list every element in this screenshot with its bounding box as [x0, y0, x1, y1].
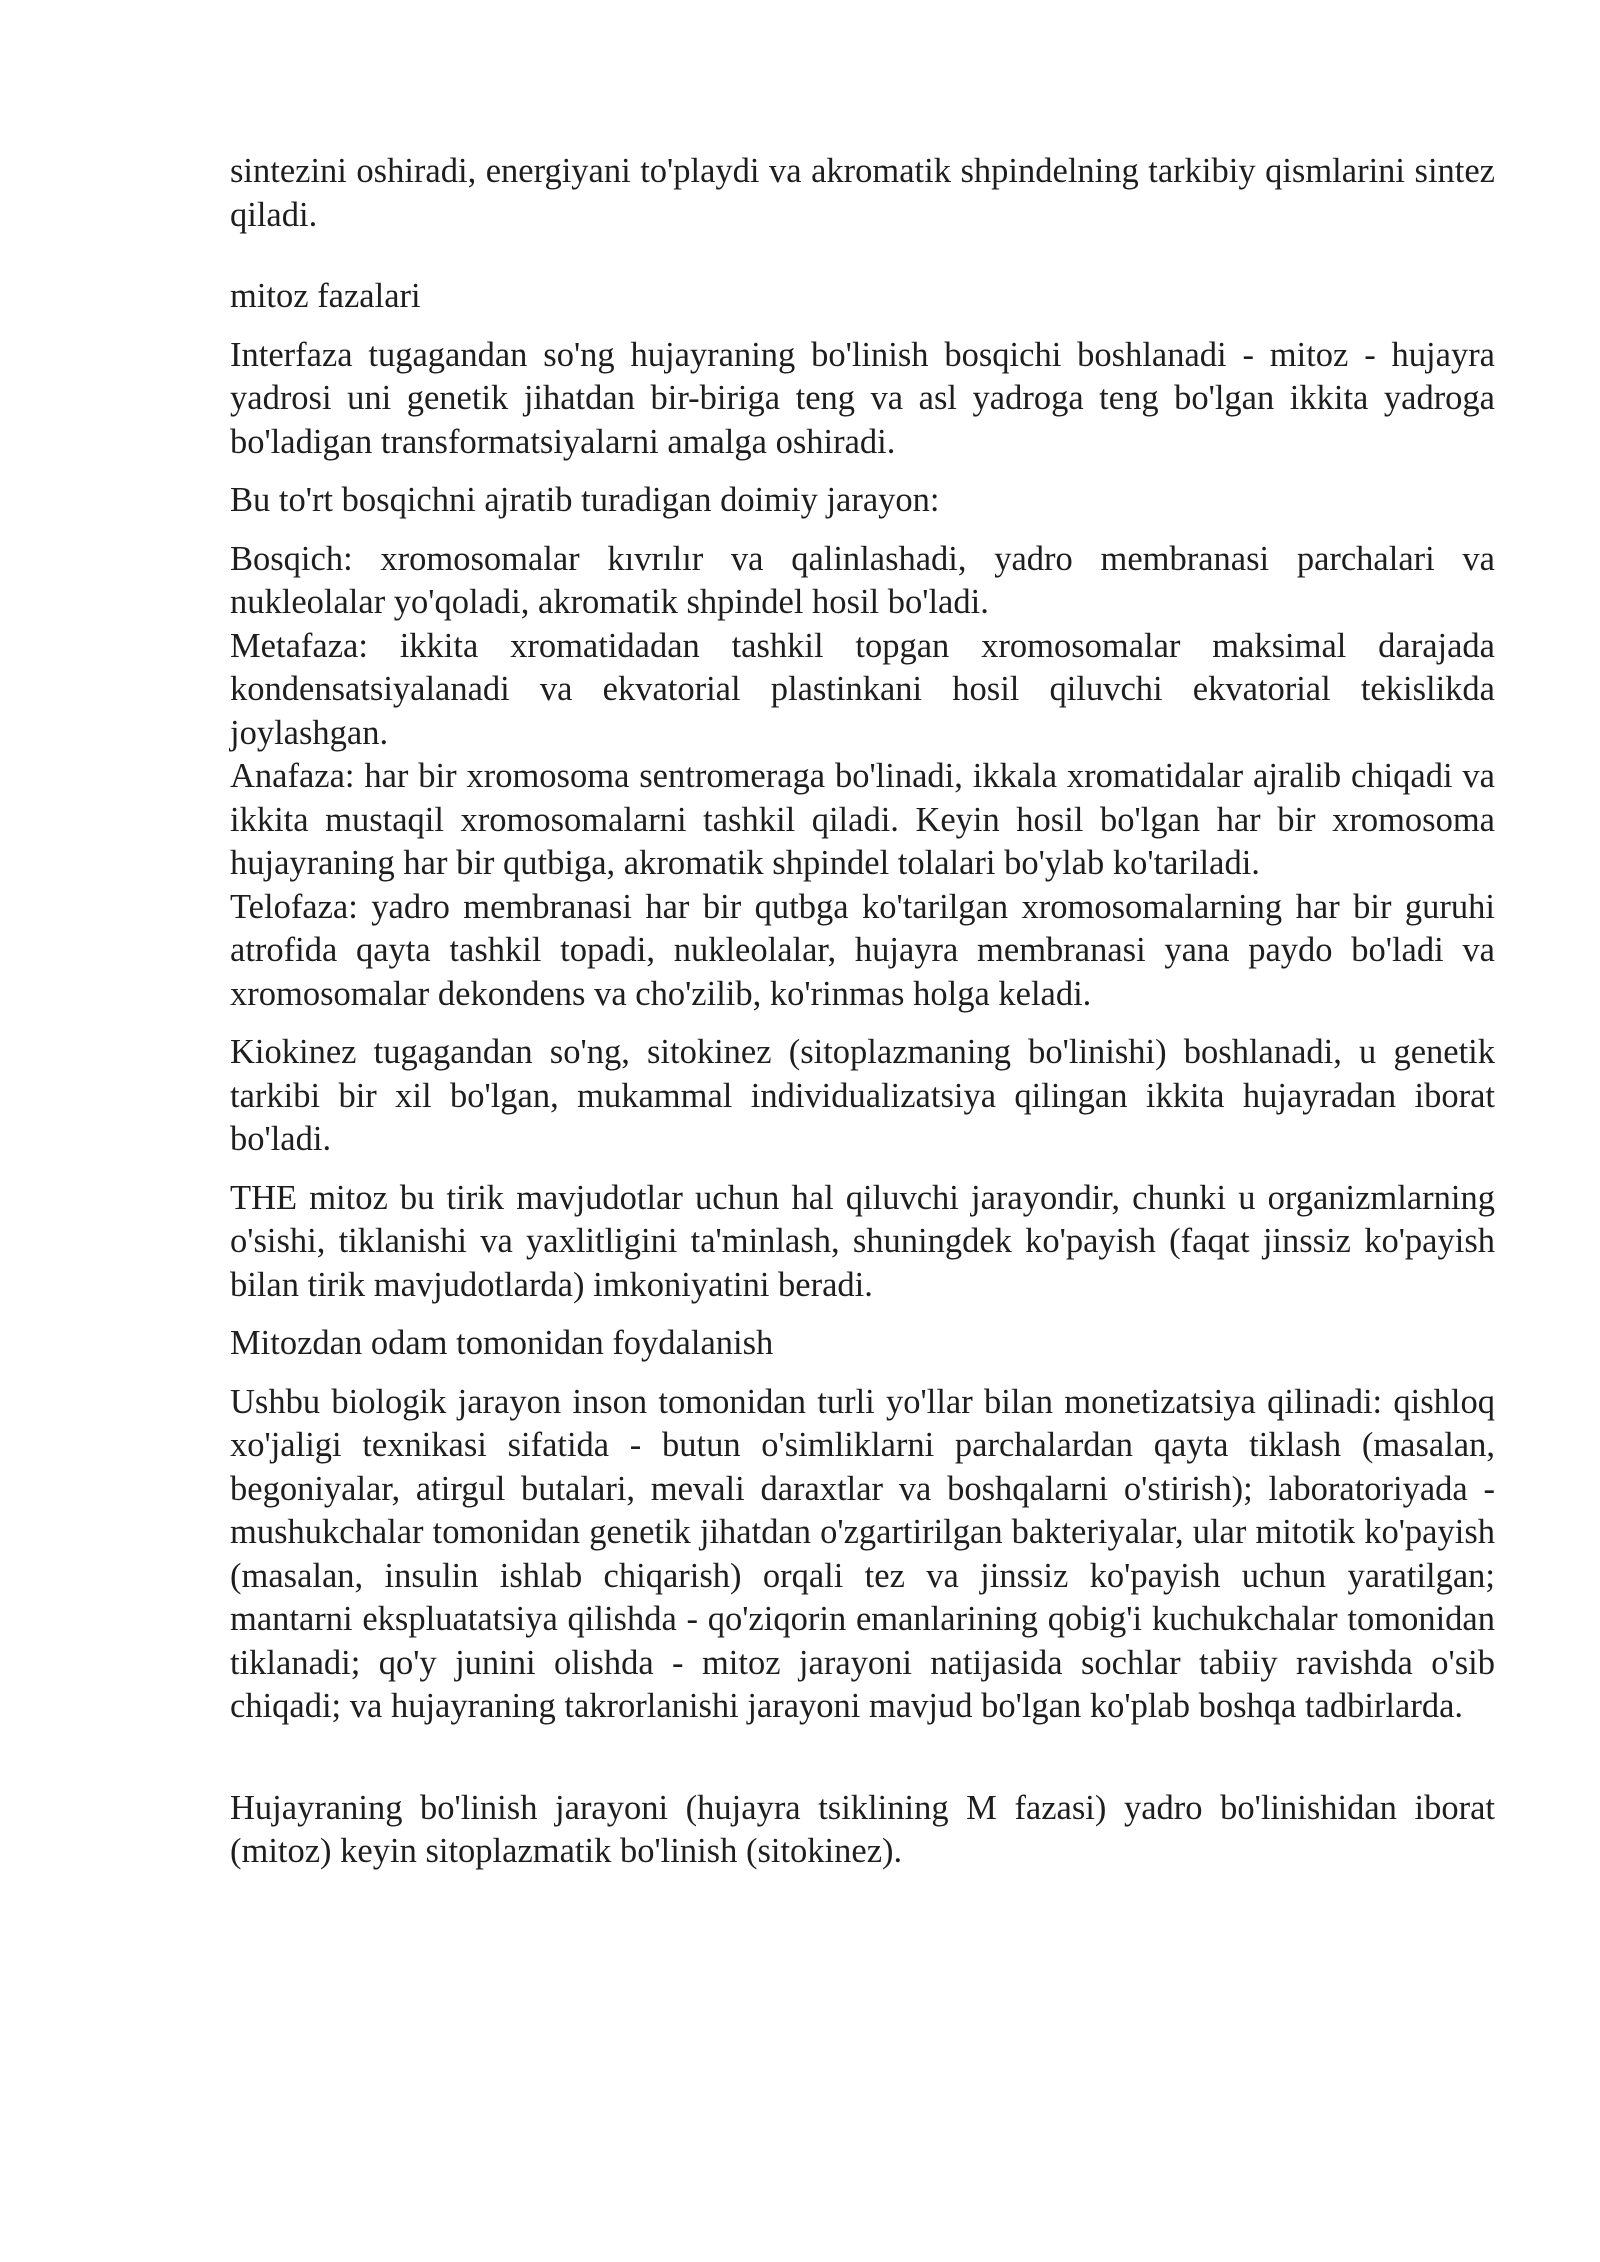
- heading-mitosis-phases: mitoz fazalari: [230, 277, 421, 315]
- paragraph-telophase: Telofaza: yadro membranasi har bir qutbga ko'tarilgan xromosomalarning har bir guruhi atrofida qayta tashkil topadi, nukleolalar, hujayra membranasi yana paydo bo'ladi va xromosomalar dekondens va cho'zilib, ko'rinmas holga keladi.: [230, 887, 1495, 1013]
- paragraph-cytokinesis: Kiokinez tugagandan so'ng, sitokinez (sitoplazmaning bo'linishi) boshlanadi, u genetik tarkibi bir xil bo'lgan, mukammal individualizatsiya qilingan ikkita hujayradan iborat bo'ladi.: [230, 1033, 1495, 1158]
- paragraph-four-stages: Bu to'rt bosqichni ajratib turadigan doimiy jarayon:: [230, 481, 940, 519]
- paragraph-cell-division-summary: Hujayraning bo'linish jarayoni (hujayra tsiklining M fazasi) yadro bo'linishidan iborat (mitoz) keyin sitoplazmatik bo'linish (sitokinez).: [230, 1788, 1495, 1870]
- paragraph-anaphase: Anafaza: har bir xromosoma sentromeraga bo'linadi, ikkala xromatidalar ajralib chiqadi va ikkita mustaqil xromosomalarni tashkil qiladi. Keyin hosil bo'lgan har bir xromosoma hujayraning har bir qutbiga, akromatik shpindel tolalari bo'ylab ko'tariladi.: [230, 757, 1495, 882]
- paragraph-intro-continuation: sintezini oshiradi, energiyani to'playdi va akromatik shpindelning tarkibiy qismlarini sintez qiladi.: [230, 152, 1495, 234]
- blank-line: [230, 1729, 1495, 1772]
- heading-human-use: Mitozdan odam tomonidan foydalanish: [230, 1324, 774, 1362]
- paragraph-human-use: Ushbu biologik jarayon inson tomonidan turli yo'llar bilan monetizatsiya qilinadi: qishloq xo'jaligi texnikasi sifatida - butun o'simliklarni parchalardan qayta tiklash (masalan, begoniyalar, atirgul butalari, mevali daraxtlar va boshqalarni o'stirish); laboratoriyada - mushukchalar tomonidan genetik jihatdan o'zgartirilgan bakteriyalar, ular mitotik ko'payish (masalan, insulin ishlab chiqarish) orqali tez va jinssiz ko'payish uchun yaratilgan; mantarni ekspluatatsiya qilishda - qo'ziqorin emanlarining qobig'i kuchukchalar tomonidan tiklanadi; qo'y junini olishda - mitoz jarayoni natijasida sochlar tabiiy ravishda o'sib chiqadi; va hujayraning takrorlanishi jarayoni mavjud bo'lgan ko'plab boshqa tadbirlarda.: [230, 1382, 1495, 1725]
- paragraph-interphase: Interfaza tugagandan so'ng hujayraning bo'linish bosqichi boshlanadi - mitoz - hujayra yadrosi uni genetik jihatdan bir-biriga teng va asl yadroga teng bo'lgan ikkita yadroga bo'ladigan transformatsiyalarni amalga oshiradi.: [230, 335, 1495, 461]
- paragraph-metaphase: Metafaza: ikkita xromatidadan tashkil topgan xromosomalar maksimal darajada kondensatsiyalanadi va ekvatorial plastinkani hosil qiluvchi ekvatorial tekislikda joylashgan.: [230, 626, 1495, 752]
- paragraph-prophase: Bosqich: xromosomalar kıvrılır va qalinlashadi, yadro membranasi parchalari va nukleolalar yo'qoladi, akromatik shpindel hosil bo'ladi.: [230, 539, 1495, 621]
- paragraph-mitosis-importance: THE mitoz bu tirik mavjudotlar uchun hal qiluvchi jarayondir, chunki u organizmlarning o'sishi, tiklanishi va yaxlitligini ta'minlash, shuningdek ko'payish (faqat jinssiz ko'payish bilan tirik mavjudotlarda) imkoniyatini beradi.: [230, 1178, 1495, 1304]
